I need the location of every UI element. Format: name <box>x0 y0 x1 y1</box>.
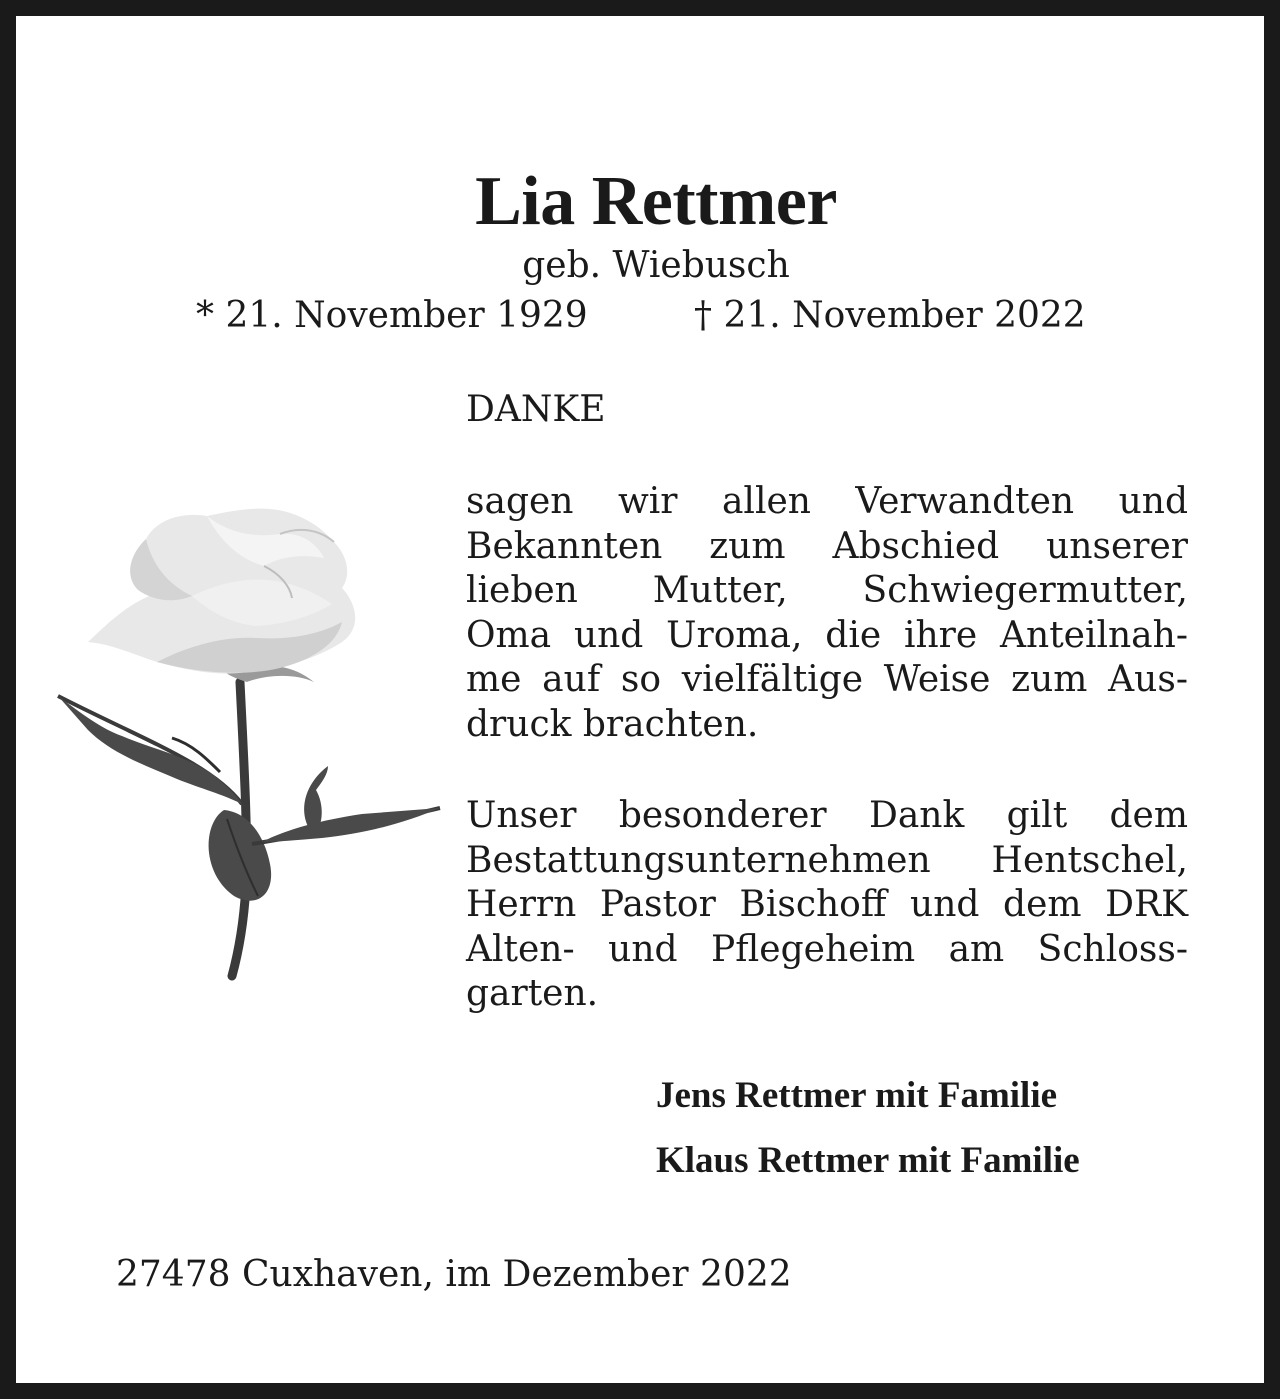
paragraph-line: Herrn Pastor Bischoff und dem DRK <box>466 884 1188 925</box>
thanks-heading: DANKE <box>466 389 606 430</box>
paragraph-line: Bekannten zum Abschied unserer <box>466 525 1188 567</box>
death-date: † 21. November 2022 <box>694 295 1086 336</box>
paragraph-line: garten. <box>466 973 599 1014</box>
paragraph-line: Alten- und Pflegeheim am Schloss- <box>466 928 1188 970</box>
thanks-paragraph <box>466 480 1188 747</box>
paragraph-line: lieben Mutter, Schwiegermutter, <box>466 570 1188 611</box>
paragraph-line: Bestattungsunternehmen Hentschel, <box>466 839 1188 881</box>
signature-jens: Jens Rettmer mit Familie <box>656 1075 1058 1116</box>
birth-name: geb. Wiebusch <box>522 245 790 286</box>
paragraph-line: Oma und Uroma, die ihre Anteilnah- <box>466 614 1188 656</box>
signature-klaus: Klaus Rettmer mit Familie <box>656 1140 1080 1181</box>
paragraph-line: Unser besonderer Dank gilt dem <box>466 795 1188 836</box>
paragraph-line: druck brachten. <box>466 703 759 745</box>
place-and-date: 27478 Cuxhaven, im Dezember 2022 <box>116 1254 792 1295</box>
special-thanks-paragraph <box>466 794 1188 1017</box>
paragraph-line: me auf so vielfältige Weise zum Aus- <box>466 659 1188 700</box>
birth-date: * 21. November 1929 <box>196 295 588 336</box>
rose-icon <box>52 504 452 984</box>
paragraph-line: sagen wir allen Verwandten und <box>466 481 1188 522</box>
deceased-name: Lia Rettmer <box>475 163 837 240</box>
